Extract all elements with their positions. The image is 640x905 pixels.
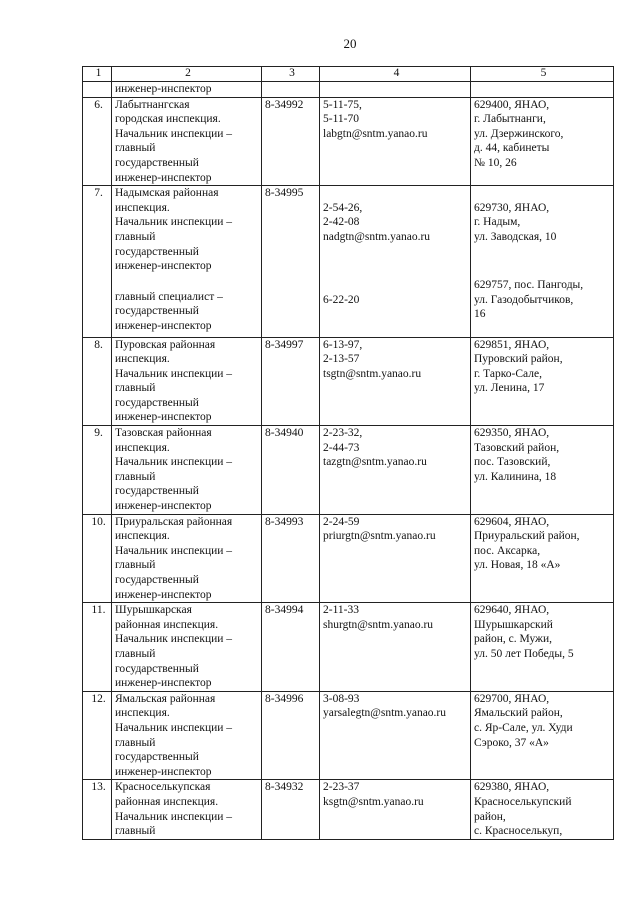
address-cell: 629350, ЯНАО, Тазовский район, пос. Тазовский, ул. Калинина, 18 [471,426,614,515]
contacts-text: 2-54-26, 2-42-08 nadgtn@sntm.yanao.ru [323,201,431,243]
address-cell: 629640, ЯНАО, Шурышкарский район, с. Мужи, ул. 50 лет Победы, 5 [471,603,614,692]
table-row-continuation [83,82,614,98]
org-text: Надымская районная инспекция. Начальник инспекции – главный государственный инженер-инспектор [115,187,233,273]
phone-code-cell: 8-34932 [262,780,320,839]
address-cell: 629700, ЯНАО, Ямальский район, с. Яр-Сале, ул. Худи Сэроко, 37 «А» [471,691,614,780]
address-cell: 629400, ЯНАО, г. Лабытнанги, ул. Дзержинского, д. 44, кабинеты № 10, 26 [471,97,614,186]
contacts-cell: 3-08-93 yarsalegtn@sntm.yanao.ru [320,691,471,780]
org-cell: Пуровская районная инспекция. Начальник инспекции – главный государственный инженер-инспектор [112,337,262,426]
row-number [83,82,112,98]
address-cell: 629851, ЯНАО, Пуровский район, г. Тарко-Сале, ул. Ленина, 17 [471,337,614,426]
phone-code-cell: 8-34993 [262,514,320,603]
column-header: 4 [320,67,471,82]
phone-code-cell: 8-34997 [262,337,320,426]
row-number: 10. [83,514,112,603]
phone-code-cell: 8-34994 [262,603,320,692]
column-header: 3 [262,67,320,82]
table-row [83,186,614,337]
sub-address-text: 629757, пос. Пангоды, ул. Газодобытчиков, 16 [474,279,584,321]
sub-contacts-text: 6-22-20 [323,294,360,307]
column-header: 5 [471,67,614,82]
row-number: 6. [83,97,112,186]
row-number: 12. [83,691,112,780]
table-row [83,603,614,692]
contacts-cell: 2-23-32, 2-44-73 tazgtn@sntm.yanao.ru [320,426,471,515]
contacts-cell: 5-11-75, 5-11-70 labgtn@sntm.yanao.ru [320,97,471,186]
phone-code-cell: 8-34940 [262,426,320,515]
column-header: 1 [83,67,112,82]
sub-org-text: главный специалист – государственный инженер-инспектор [115,290,223,332]
row-number: 8. [83,337,112,426]
org-cell: Тазовская районная инспекция. Начальник инспекции – главный государственный инженер-инспектор [112,426,262,515]
address-cell [471,186,614,337]
row-number: 11. [83,603,112,692]
org-cell: Шурышкарская районная инспекция. Начальник инспекции – главный государственный инженер-инспектор [112,603,262,692]
row-number: 7. [83,186,112,337]
address-cell [471,82,614,98]
contacts-cell: 6-13-97, 2-13-57 tsgtn@sntm.yanao.ru [320,337,471,426]
row-number: 9. [83,426,112,515]
column-header: 2 [112,67,262,82]
table-row [83,514,614,603]
contacts-cell [320,82,471,98]
table-row [83,337,614,426]
row-number: 13. [83,780,112,839]
table-row [83,780,614,839]
phone-code-cell [262,82,320,98]
address-cell: 629604, ЯНАО, Приуральский район, пос. Аксарка, ул. Новая, 18 «А» [471,514,614,603]
page-number: 20 [343,36,357,51]
address-text: 629730, ЯНАО, г. Надым, ул. Заводская, 10 [474,201,557,243]
address-cell: 629380, ЯНАО, Красноселькупский район, с. Красноселькуп, [471,780,614,839]
org-cell: Приуральская районная инспекция. Начальник инспекции – главный государственный инженер-инспектор [112,514,262,603]
org-cell [112,186,262,337]
phone-code-cell: 8-34995 [262,186,320,337]
table-row [83,426,614,515]
contacts-cell: 2-23-37 ksgtn@sntm.yanao.ru [320,780,471,839]
org-cell: Лабытнангская городская инспекция. Начальник инспекции – главный государственный инженер-инспектор [112,97,262,186]
table-row [83,97,614,186]
contacts-cell [320,186,471,337]
inspections-table [82,66,614,840]
contacts-cell: 2-24-59 priurgtn@sntm.yanao.ru [320,514,471,603]
org-cell: инженер-инспектор [112,82,262,98]
org-cell: Красноселькупская районная инспекция. Начальник инспекции – главный [112,780,262,839]
phone-code-cell: 8-34992 [262,97,320,186]
table-row [83,691,614,780]
phone-code-cell: 8-34996 [262,691,320,780]
org-cell: Ямальская районная инспекция. Начальник инспекции – главный государственный инженер-инспектор [112,691,262,780]
contacts-cell: 2-11-33 shurgtn@sntm.yanao.ru [320,603,471,692]
table-header-row [83,67,614,82]
